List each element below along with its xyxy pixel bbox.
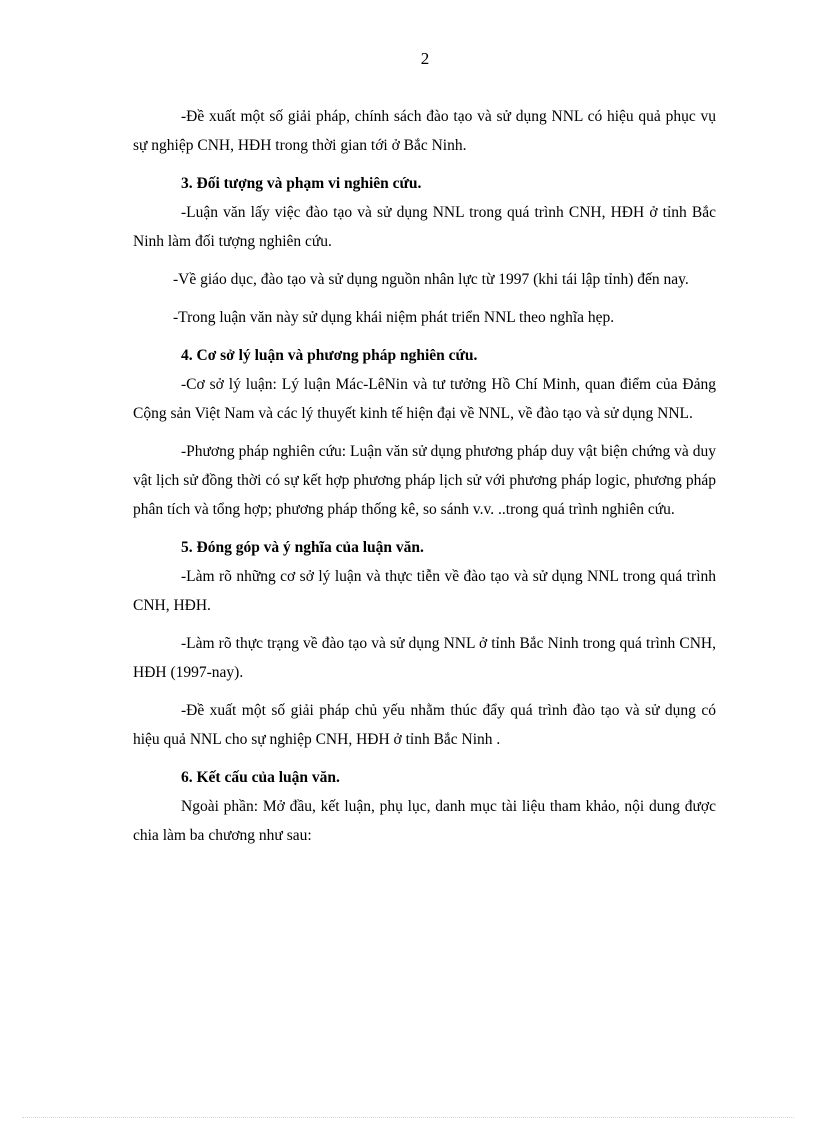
paragraph-contribution-2: -Làm rõ thực trạng về đào tạo và sử dụng NNL ở tỉnh Bắc Ninh trong quá trình CNH, HĐH (1997-nay). [133,635,716,681]
document-body [133,102,716,850]
paragraph-contribution-3: -Đề xuất một số giải pháp chủ yếu nhằm thúc đẩy quá trình đào tạo và sử dụng có hiệu quả NNL cho sự nghiệp CNH, HĐH ở tỉnh Bắc Ninh . [133,702,716,748]
heading-section-3: 3. Đối tượng và phạm vi nghiên cứu. [181,175,422,192]
paragraph-structure: Ngoài phần: Mở đầu, kết luận, phụ lục, danh mục tài liệu tham khảo, nội dung được chia làm ba chương như sau: [133,798,716,844]
paragraph-research-method: -Phương pháp nghiên cứu: Luận văn sử dụng phương pháp duy vật biện chứng và duy vật lịch sử đồng thời có sự kết hợp phương pháp lịch sử với phương pháp logic, phương pháp phân tích và tổng hợp; phương pháp thống kê, so sánh v.v. ..trong quá trình nghiên cứu. [133,443,716,518]
paragraph-contribution-1: -Làm rõ những cơ sở lý luận và thực tiễn về đào tạo và sử dụng NNL trong quá trình CNH, HĐH. [133,568,716,614]
paragraph-concept: -Trong luận văn này sử dụng khái niệm phát triển NNL theo nghĩa hẹp. [173,309,615,326]
paragraph-scope: -Về giáo dục, đào tạo và sử dụng nguồn nhân lực từ 1997 (khi tái lập tỉnh) đến nay. [173,271,689,288]
paragraph-proposal: -Đề xuất một số giải pháp, chính sách đào tạo và sử dụng NNL có hiệu quả phục vụ sự nghiệp CNH, HĐH trong thời gian tới ở Bắc Ninh. [133,108,716,154]
heading-section-5: 5. Đóng góp và ý nghĩa của luận văn. [181,539,424,556]
page-bottom-divider [22,1117,794,1118]
paragraph-theoretical-basis: -Cơ sở lý luận: Lý luận Mác-LêNin và tư tưởng Hồ Chí Minh, quan điểm của Đảng Cộng sản Việt Nam và các lý thuyết kinh tế hiện đại về NNL, về đào tạo và sử dụng NNL. [133,376,716,422]
heading-section-4: 4. Cơ sở lý luận và phương pháp nghiên cứu. [181,347,478,364]
page-number: 2 [420,49,430,68]
heading-section-6: 6. Kết cấu của luận văn. [181,769,340,786]
paragraph-research-object: -Luận văn lấy việc đào tạo và sử dụng NNL trong quá trình CNH, HĐH ở tỉnh Bắc Ninh làm đối tượng nghiên cứu. [133,204,716,250]
